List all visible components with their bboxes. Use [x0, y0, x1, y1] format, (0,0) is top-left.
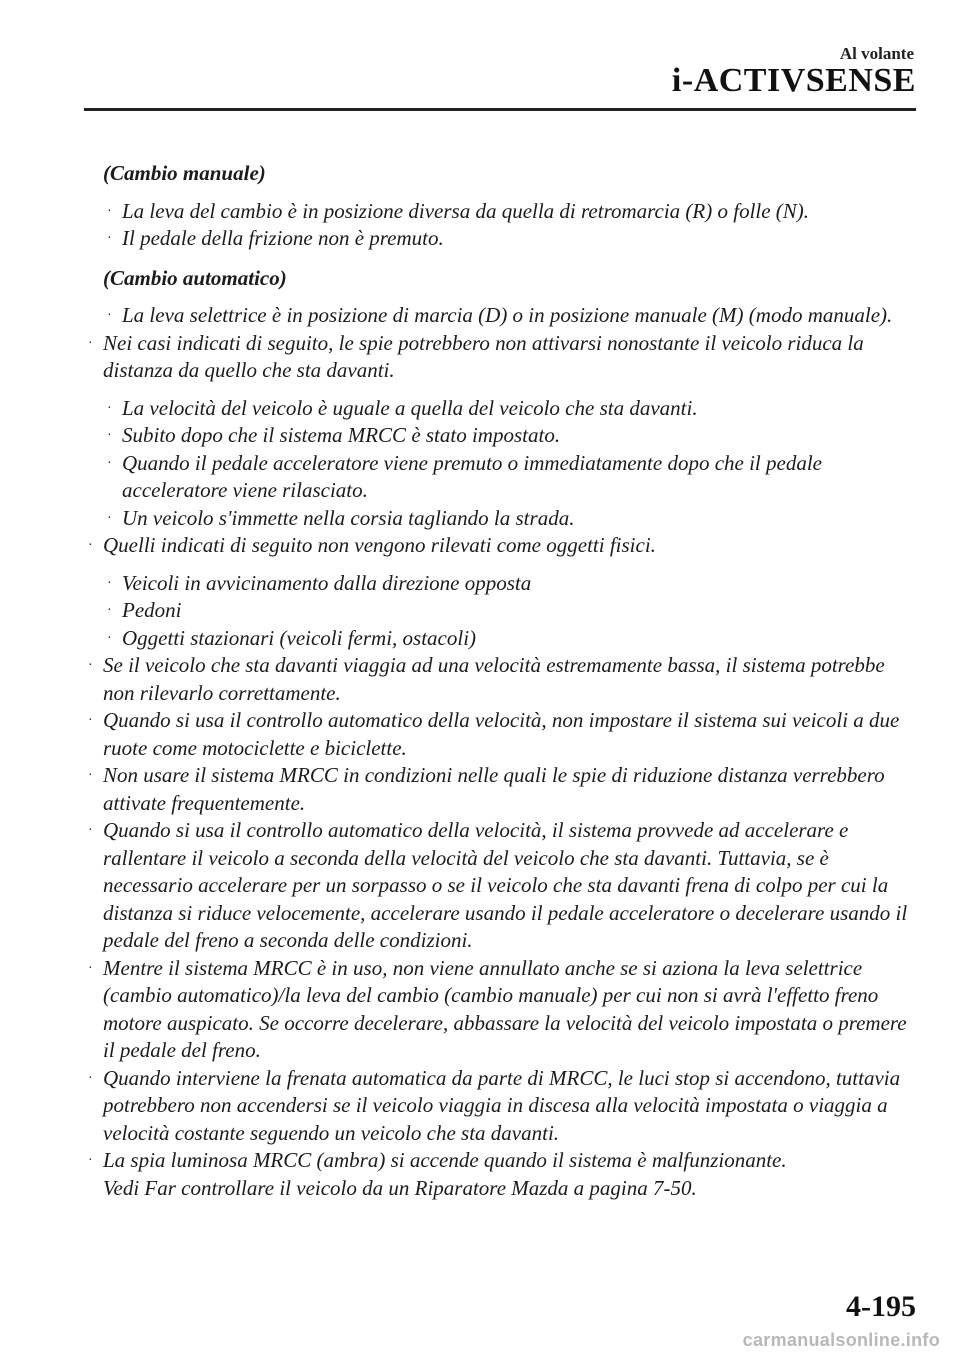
list-item: · Se il veicolo che sta davanti viaggia ad una velocità estremamente bassa, il sistema potrebbe non rilevarlo correttamente.	[88, 653, 885, 705]
list-item: · Mentre il sistema MRCC è in uso, non viene annullato anche se si aziona la leva selettrice (cambio automatico)/la leva del cambio (cambio manuale) per cui non si avrà l'effetto freno motore auspicato. Se occorre decelerare, abbassare la velocità del veicolo impostata o premere il pedale del freno.	[88, 955, 907, 1062]
bullet-icon: ·	[107, 231, 112, 246]
bullet-icon: ·	[107, 203, 112, 219]
list-item: · Il pedale della frizione non è premuto.	[84, 225, 914, 253]
list-item: · Non usare il sistema MRCC in condizioni nelle quali le spie di riduzione distanza verrebbero attivate frequentemente.	[88, 763, 885, 815]
manual-heading: (Cambio manuale)	[103, 161, 266, 185]
list-item: · Subito dopo che il sistema MRCC è stato impostato.	[84, 422, 914, 450]
list-item: · Quando il pedale acceleratore viene premuto o immediatamente dopo che il pedale acceleratore viene rilasciato.	[107, 450, 822, 502]
list-item: · Veicoli in avvicinamento dalla direzione opposta	[84, 570, 914, 598]
bullet-icon: ·	[88, 538, 93, 553]
bullet-icon: ·	[88, 1153, 93, 1168]
list-item: · Quando interviene la frenata automatica da parte di MRCC, le luci stop si accendono, tuttavia potrebbero non accendersi se il veicolo viaggia in discesa alla velocità impostata o viaggia a velocità costante seguendo un veicolo che sta davanti.	[88, 1065, 901, 1145]
list-item: · La spia luminosa MRCC (ambra) si accende quando il sistema è malfunzionante. Vedi Far controllare il veicolo da un Riparatore Mazda a pagina 7-50.	[84, 1147, 914, 1202]
list-item: · Pedoni	[84, 597, 914, 625]
bullet-icon: ·	[107, 510, 112, 526]
list-item: · La leva del cambio è in posizione diversa da quella di retromarcia (R) o folle (N).	[84, 198, 914, 226]
watermark: carmanualsonline.info	[742, 1330, 940, 1350]
bullet-icon: ·	[88, 768, 93, 783]
bullet-icon: ·	[107, 428, 112, 443]
list-item: · Nei casi indicati di seguito, le spie potrebbero non attivarsi nonostante il veicolo riduca la distanza da quello che sta davanti.	[88, 330, 864, 382]
bullet-icon: ·	[107, 400, 112, 416]
list-item: · La velocità del veicolo è uguale a quella del veicolo che sta davanti.	[84, 395, 914, 423]
list-item: · Oggetti stazionari (veicoli fermi, ostacoli)	[84, 625, 914, 653]
list-item: · La leva selettrice è in posizione di marcia (D) o in posizione manuale (M) (modo manuale).	[84, 302, 914, 330]
automatic-heading: (Cambio automatico)	[103, 265, 287, 290]
section-label: Al volante	[839, 44, 914, 63]
list-item: · Quelli indicati di seguito non vengono rilevati come oggetti fisici.	[84, 532, 914, 560]
bullet-icon: ·	[88, 823, 93, 838]
page-reference: Vedi Far controllare il veicolo da un Riparatore Mazda a pagina 7-50.	[103, 1175, 697, 1200]
bullet-icon: ·	[107, 630, 112, 646]
bullet-icon: ·	[107, 603, 112, 618]
list-item: · Quando si usa il controllo automatico della velocità, il sistema provvede ad accelerare e rallentare il veicolo a seconda della velocità del veicolo che sta davanti. Tuttavia, se è necessario accelerare per un sorpasso o se il veicolo che sta davanti frena di colpo per cui la distanza si riduce velocemente, accelerare usando il pedale acceleratore o decelerare usando il pedale del freno a seconda delle condizioni.	[88, 818, 908, 952]
bullet-icon: ·	[107, 308, 112, 323]
bullet-icon: ·	[88, 713, 93, 728]
bullet-icon: ·	[107, 575, 112, 591]
bullet-icon: ·	[88, 1070, 93, 1086]
bullet-icon: ·	[88, 960, 93, 976]
bullet-icon: ·	[88, 335, 93, 351]
page-number: 4-195	[846, 1290, 916, 1323]
bullet-icon: ·	[88, 658, 93, 673]
bullet-icon: ·	[107, 455, 112, 471]
list-item: · Quando si usa il controllo automatico della velocità, non impostare il sistema sui veicoli a due ruote come motociclette e biciclette.	[88, 708, 900, 760]
list-item: · Un veicolo s'immette nella corsia tagliando la strada.	[84, 505, 914, 533]
page-title: i-ACTIVSENSE	[671, 62, 916, 99]
header-rule	[84, 108, 916, 111]
page-content	[84, 158, 914, 1202]
